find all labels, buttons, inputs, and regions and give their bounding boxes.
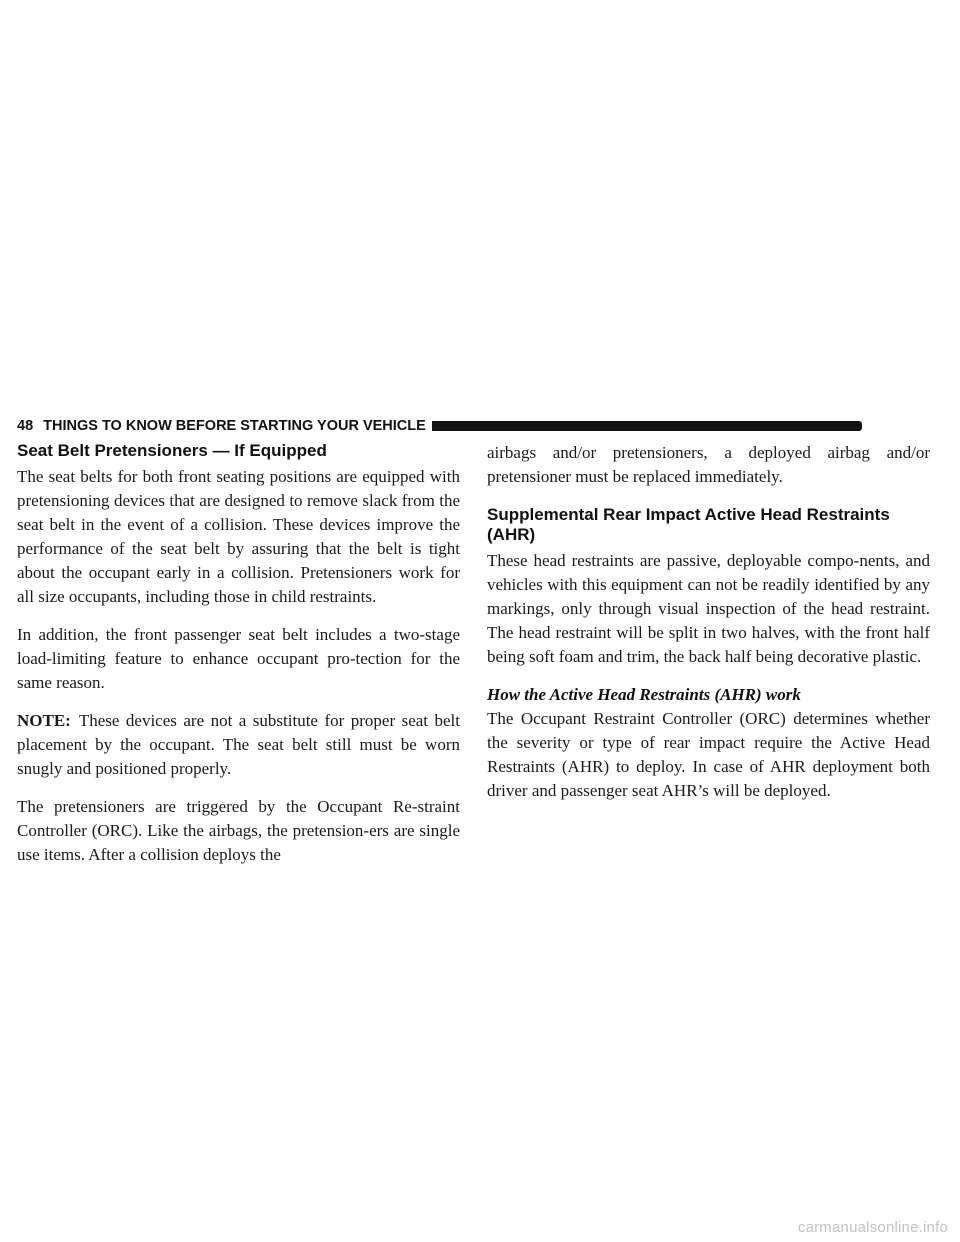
- paragraph: The seat belts for both front seating positions are equipped with pretensioning devices that are designed to remove slack from the seat belt in the event of a collision. These devices improve the performance of the seat belt by assuring that the belt is tight about the occupant early in a collision. Pretensioners work for all size occupants, including those in child restraints.: [17, 467, 460, 606]
- paragraph: In addition, the front passenger seat belt includes a two-stage load-limiting feature to enhance occupant pro-tection for the same reason.: [17, 625, 460, 692]
- running-head: THINGS TO KNOW BEFORE STARTING YOUR VEHICLE: [43, 418, 426, 434]
- left-column: [17, 441, 460, 881]
- page-header: [17, 414, 862, 438]
- watermark: carmanualsonline.info: [797, 1219, 948, 1236]
- page-number: 48: [17, 418, 34, 434]
- continuation-paragraph: airbags and/or pretensioners, a deployed airbag and/or pretensioner must be replaced immediately.: [487, 443, 930, 486]
- note-text: These devices are not a substitute for proper seat belt placement by the occupant. The seat belt still must be worn snugly and positioned properly.: [17, 711, 460, 778]
- section-heading-ahr: Supplemental Rear Impact Active Head Restraints (AHR): [487, 505, 890, 544]
- right-column: [487, 441, 930, 803]
- paragraph: The Occupant Restraint Controller (ORC) determines whether the severity or type of rear impact require the Active Head Restraints (AHR) to deploy. In case of AHR deployment both driver and passenger seat AHR’s will be deployed.: [487, 709, 930, 800]
- paragraph: The pretensioners are triggered by the Occupant Re-straint Controller (ORC). Like the airbags, the pretension-ers are single use items. After a collision deploys the: [17, 797, 460, 864]
- header-rule: [432, 421, 862, 431]
- paragraph: These head restraints are passive, deployable compo-nents, and vehicles with this equipment can not be readily identified by any markings, only through visual inspection of the head restraint. The head restraint will be split in two halves, with the front half being soft foam and trim, the back half being decorative plastic.: [487, 551, 930, 666]
- section-heading-pretensioners: Seat Belt Pretensioners — If Equipped: [17, 441, 327, 460]
- subheading-ahr-work: How the Active Head Restraints (AHR) work: [487, 685, 801, 704]
- note-label: NOTE:: [17, 711, 71, 730]
- note-paragraph: [17, 709, 460, 781]
